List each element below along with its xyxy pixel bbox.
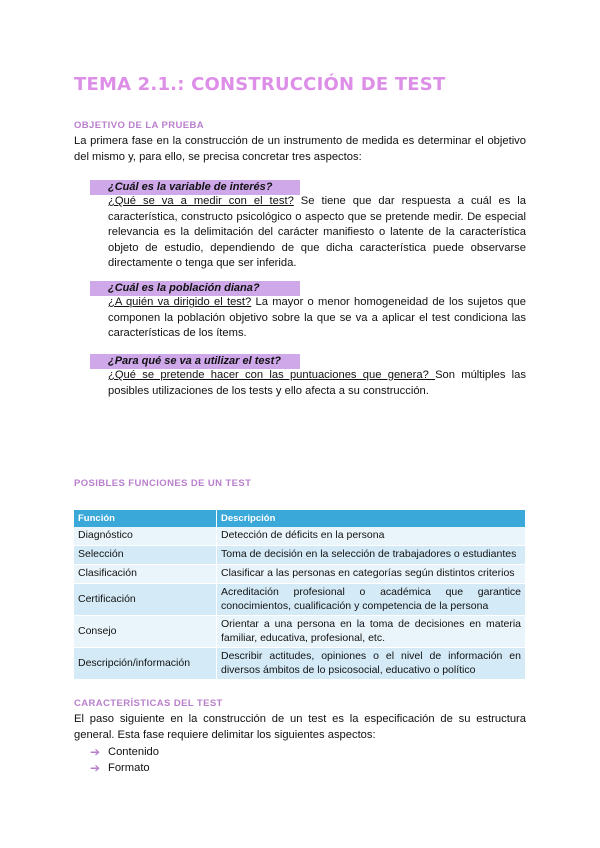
table-row: [74, 565, 526, 584]
table-row: [74, 616, 526, 648]
caracteristicas-intro: El paso siguiente en la construcción de un test es la especificación de su estructura general. Esta fase requiere delimitar los siguientes aspectos:: [74, 713, 526, 741]
answer-variable: [108, 194, 526, 272]
table-cell-funcion: Diagnóstico: [74, 527, 217, 546]
answer-utilizar: [108, 368, 526, 399]
section-heading-funciones: POSIBLES FUNCIONES DE UN TEST: [74, 478, 252, 489]
table-cell-descripcion: Detección de déficits en la persona: [217, 527, 526, 546]
answer-text: Son múltiples las posibles utilizaciones de los tests y ello afecta a su construcción.: [108, 369, 526, 397]
table-cell-descripcion: Toma de decisión en la selección de trabajadores o estudiantes: [217, 546, 526, 565]
page-title: TEMA 2.1.: CONSTRUCCIÓN DE TEST: [74, 74, 446, 95]
list-item: [90, 744, 159, 760]
question-poblacion: ¿Cuál es la población diana?: [90, 281, 300, 296]
section-heading-objetivo: OBJETIVO DE LA PRUEBA: [74, 120, 204, 131]
section-heading-caracteristicas: CARACTERÍSTICAS DEL TEST: [74, 698, 223, 709]
answer-lead: ¿A quién va dirigido el test?: [108, 296, 252, 308]
table-cell-funcion: Certificación: [74, 584, 217, 616]
list-item-label: Contenido: [108, 746, 160, 758]
table-cell-funcion: Descripción/información: [74, 648, 217, 680]
table-cell-descripcion: Describir actitudes, opiniones o el nivel de información en diversos ámbitos de lo psicosocial, educativo o político: [217, 648, 526, 680]
table-cell-descripcion: Orientar a una persona en la toma de decisiones en materia familiar, educativa, profesional, etc.: [217, 616, 526, 648]
table-row: [74, 546, 526, 565]
arrow-right-icon: ➔: [90, 745, 101, 759]
answer-lead: ¿Qué se pretende hacer con las puntuaciones que genera?: [108, 369, 436, 381]
functions-table: [74, 510, 526, 680]
table-cell-funcion: Selección: [74, 546, 217, 565]
question-utilizar: ¿Para qué se va a utilizar el test?: [90, 354, 300, 369]
table-cell-funcion: Clasificación: [74, 565, 217, 584]
aspects-list: [90, 744, 159, 776]
column-header-funcion: Función: [74, 510, 217, 527]
table-cell-descripcion: Acreditación profesional o académica que garantice conocimientos, cualificación y competencia de la persona: [217, 584, 526, 616]
table-row: [74, 527, 526, 546]
table-header-row: [74, 510, 526, 527]
table-cell-funcion: Consejo: [74, 616, 217, 648]
answer-text: La mayor o menor homogeneidad de los sujetos que componen la población objetivo sobre la que se va a aplicar el test condiciona las características de los ítems.: [108, 296, 526, 339]
answer-text: Se tiene que dar respuesta a cuál es la característica, constructo psicológico o aspecto que se pretende medir. De especial relevancia es la delimitación del carácter manifiesto o latente de la característica objeto de estudio, dependiendo de que dicha característica puede observarse directamente o tenga que ser inferida.: [108, 195, 526, 269]
arrow-right-icon: ➔: [90, 761, 101, 775]
column-header-descripcion: Descripción: [217, 510, 526, 527]
list-item: [90, 760, 159, 776]
answer-lead: ¿Qué se va a medir con el test?: [108, 195, 294, 207]
list-item-label: Formato: [108, 762, 150, 774]
question-variable: ¿Cuál es la variable de interés?: [90, 180, 300, 195]
answer-poblacion: [108, 295, 526, 342]
table-row: [74, 648, 526, 680]
table-cell-descripcion: Clasificar a las personas en categorías según distintos criterios: [217, 565, 526, 584]
objetivo-intro: La primera fase en la construcción de un instrumento de medida es determinar el objetivo del mismo y, para ello, se precisa concretar tres aspectos:: [74, 135, 526, 163]
table-row: [74, 584, 526, 616]
